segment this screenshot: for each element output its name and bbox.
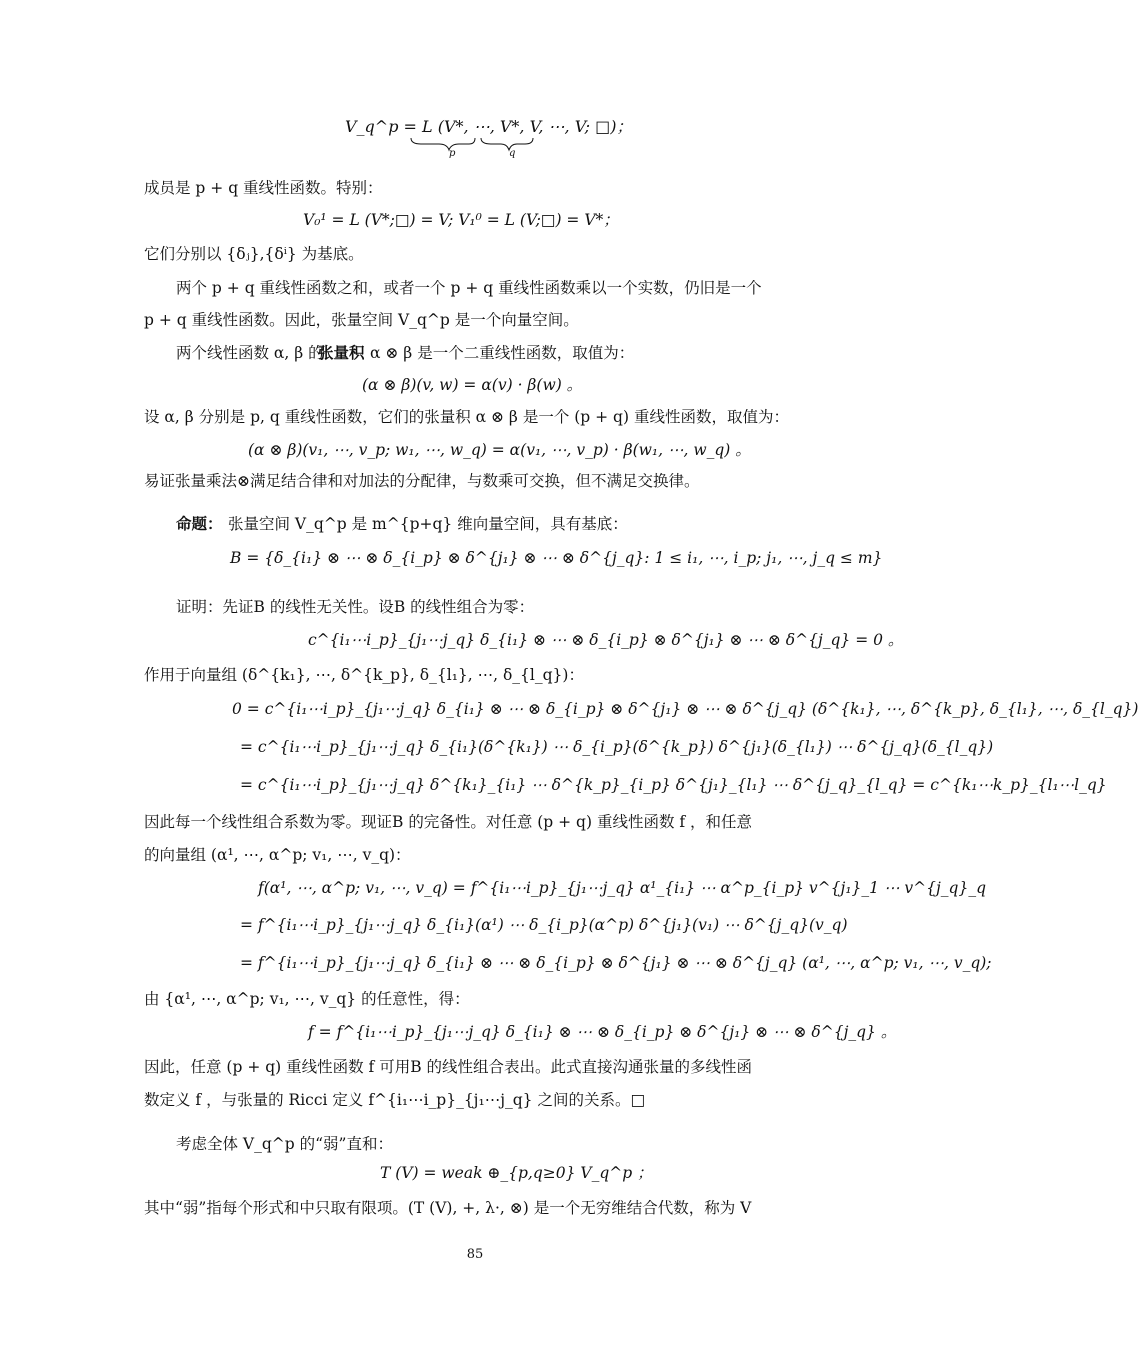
brace-label-p: p [449,148,456,159]
text-line-l25: f = f^{i₁⋯i_p}_{j₁⋯j_q} δ_{i₁} ⊗ ⋯ ⊗ δ_{i_p} ⊗ δ^{j₁} ⊗ ⋯ ⊗ δ^{j_q} 。 [308,1023,897,1041]
text-line-l9: (α ⊗ β)(v₁, ⋯, v_p; w₁, ⋯, w_q) = α(v₁, ⋯, v_p) · β(w₁, ⋯, w_q) 。 [248,441,751,459]
text-line-l12: B = {δ_{i₁} ⊗ ⋯ ⊗ δ_{i_p} ⊗ δ^{j₁} ⊗ ⋯ ⊗ δ^{j_q}: 1 ≤ i₁, ⋯, i_p; j₁, ⋯, j_q ≤ m} [230,549,883,567]
text-line-l30: 其中“弱”指每个形式和中只取有限项。(T (V), +, λ·, ⊗) 是一个无穷维结合代数，称为 V [144,1199,752,1217]
text-line-l22: = f^{i₁⋯i_p}_{j₁⋯j_q} δ_{i₁}(α¹) ⋯ δ_{i_p}(α^p) δ^{j₁}(v₁) ⋯ δ^{j_q}(v_q) [240,916,848,934]
text-line-l5: p + q 重线性函数。因此，张量空间 V_q^p 是一个向量空间。 [144,311,579,329]
top-equation-text: V_q^p = L (V*, ⋯, V*, V, ⋯, V; □)； [345,117,633,136]
text-line-l7: (α ⊗ β)(v, w) = α(v) · β(w) 。 [362,376,583,394]
text-line-l20: 的向量组 (α¹, ⋯, α^p; v₁, ⋯, v_q)： [144,846,411,864]
text-line-l11b: 张量空间 V_q^p 是 m^{p+q} 维向量空间，具有基底： [228,515,628,533]
text-line-l14: c^{i₁⋯i_p}_{j₁⋯j_q} δ_{i₁} ⊗ ⋯ ⊗ δ_{i_p} ⊗ δ^{j₁} ⊗ ⋯ ⊗ δ^{j_q} = 0 。 [308,631,904,649]
text-line-l28: 考虑全体 V_q^p 的“弱”直和： [176,1135,393,1153]
text-line-l23: = f^{i₁⋯i_p}_{j₁⋯j_q} δ_{i₁} ⊗ ⋯ ⊗ δ_{i_p} ⊗ δ^{j₁} ⊗ ⋯ ⊗ δ^{j_q} (α¹, ⋯, α^p; v₁, ⋯, v_q); [240,954,992,972]
text-line-l26: 因此，任意 (p + q) 重线性函数 f 可用B 的线性组合表出。此式直接沟通张量的多线性函 [144,1058,753,1076]
text-line-l29: T (V) = weak ⊕_{p,q≥0} V_q^p ； [380,1164,653,1182]
text-line-l6a: 两个线性函数 α, β 的 [176,344,324,362]
text-line-l27: 数定义 f ，与张量的 Ricci 定义 f^{i₁⋯i_p}_{j₁⋯j_q} 之间的关系。□ [144,1091,646,1109]
text-line-l1: 成员是 p + q 重线性函数。特别： [144,179,383,197]
text-line-l13: 证明：先证B 的线性无关性。设B 的线性组合为零： [176,598,535,616]
text-line-l6b: 张量积 [318,343,365,362]
text-line-l19: 因此每一个线性组合系数为零。现证B 的完备性。对任意 (p + q) 重线性函数 f ，和任意 [144,813,753,831]
text-line-l2: V₀¹ = L (V*;□) = V; V₁⁰ = L (V;□) = V*； [303,211,619,229]
text-line-l15: 作用于向量组 (δ^{k₁}, ⋯, δ^{k_p}, δ_{l₁}, ⋯, δ_{l_q})： [144,666,584,684]
text-line-l16: 0 = c^{i₁⋯i_p}_{j₁⋯j_q} δ_{i₁} ⊗ ⋯ ⊗ δ_{i_p} ⊗ δ^{j₁} ⊗ ⋯ ⊗ δ^{j_q} (δ^{k₁}, ⋯, δ^{k_p}, δ_{l₁}, ⋯, δ_{l_q}) [232,700,1138,718]
text-line-l3: 它们分别以 {δⱼ},{δⁱ} 为基底。 [144,245,364,263]
brace-label-q: q [509,148,516,159]
text-line-l11a: 命题： [176,514,223,533]
text-line-l18: = c^{i₁⋯i_p}_{j₁⋯j_q} δ^{k₁}_{i₁} ⋯ δ^{k_p}_{i_p} δ^{j₁}_{l₁} ⋯ δ^{j_q}_{l_q} = c^{k₁⋯k_p}_{l₁⋯l_q} [240,776,1107,794]
text-line-l4: 两个 p + q 重线性函数之和，或者一个 p + q 重线性函数乘以一个实数，仍旧是一个 [176,279,762,297]
underbrace-graphic [409,136,539,152]
text-line-l10: 易证张量乘法⊗满足结合律和对加法的分配律，与数乘可交换，但不满足交换律。 [144,472,700,490]
text-line-l6c: α ⊗ β 是一个二重线性函数，取值为： [370,344,635,362]
page-number: 85 [466,1247,484,1262]
text-line-l17: = c^{i₁⋯i_p}_{j₁⋯j_q} δ_{i₁}(δ^{k₁}) ⋯ δ_{i_p}(δ^{k_p}) δ^{j₁}(δ_{l₁}) ⋯ δ^{j_q}(δ_{l_q}) [240,738,994,756]
top-equation [345,114,633,159]
text-line-l21: f(α¹, ⋯, α^p; v₁, ⋯, v_q) = f^{i₁⋯i_p}_{j₁⋯j_q} α¹_{i₁} ⋯ α^p_{i_p} v^{j₁}_1 ⋯ v^{j_q}_q [258,879,986,897]
text-line-l24: 由 {α¹, ⋯, α^p; v₁, ⋯, v_q} 的任意性，得： [144,990,470,1008]
text-line-l8: 设 α, β 分别是 p, q 重线性函数，它们的张量积 α ⊗ β 是一个 (p + q) 重线性函数，取值为： [144,408,789,426]
